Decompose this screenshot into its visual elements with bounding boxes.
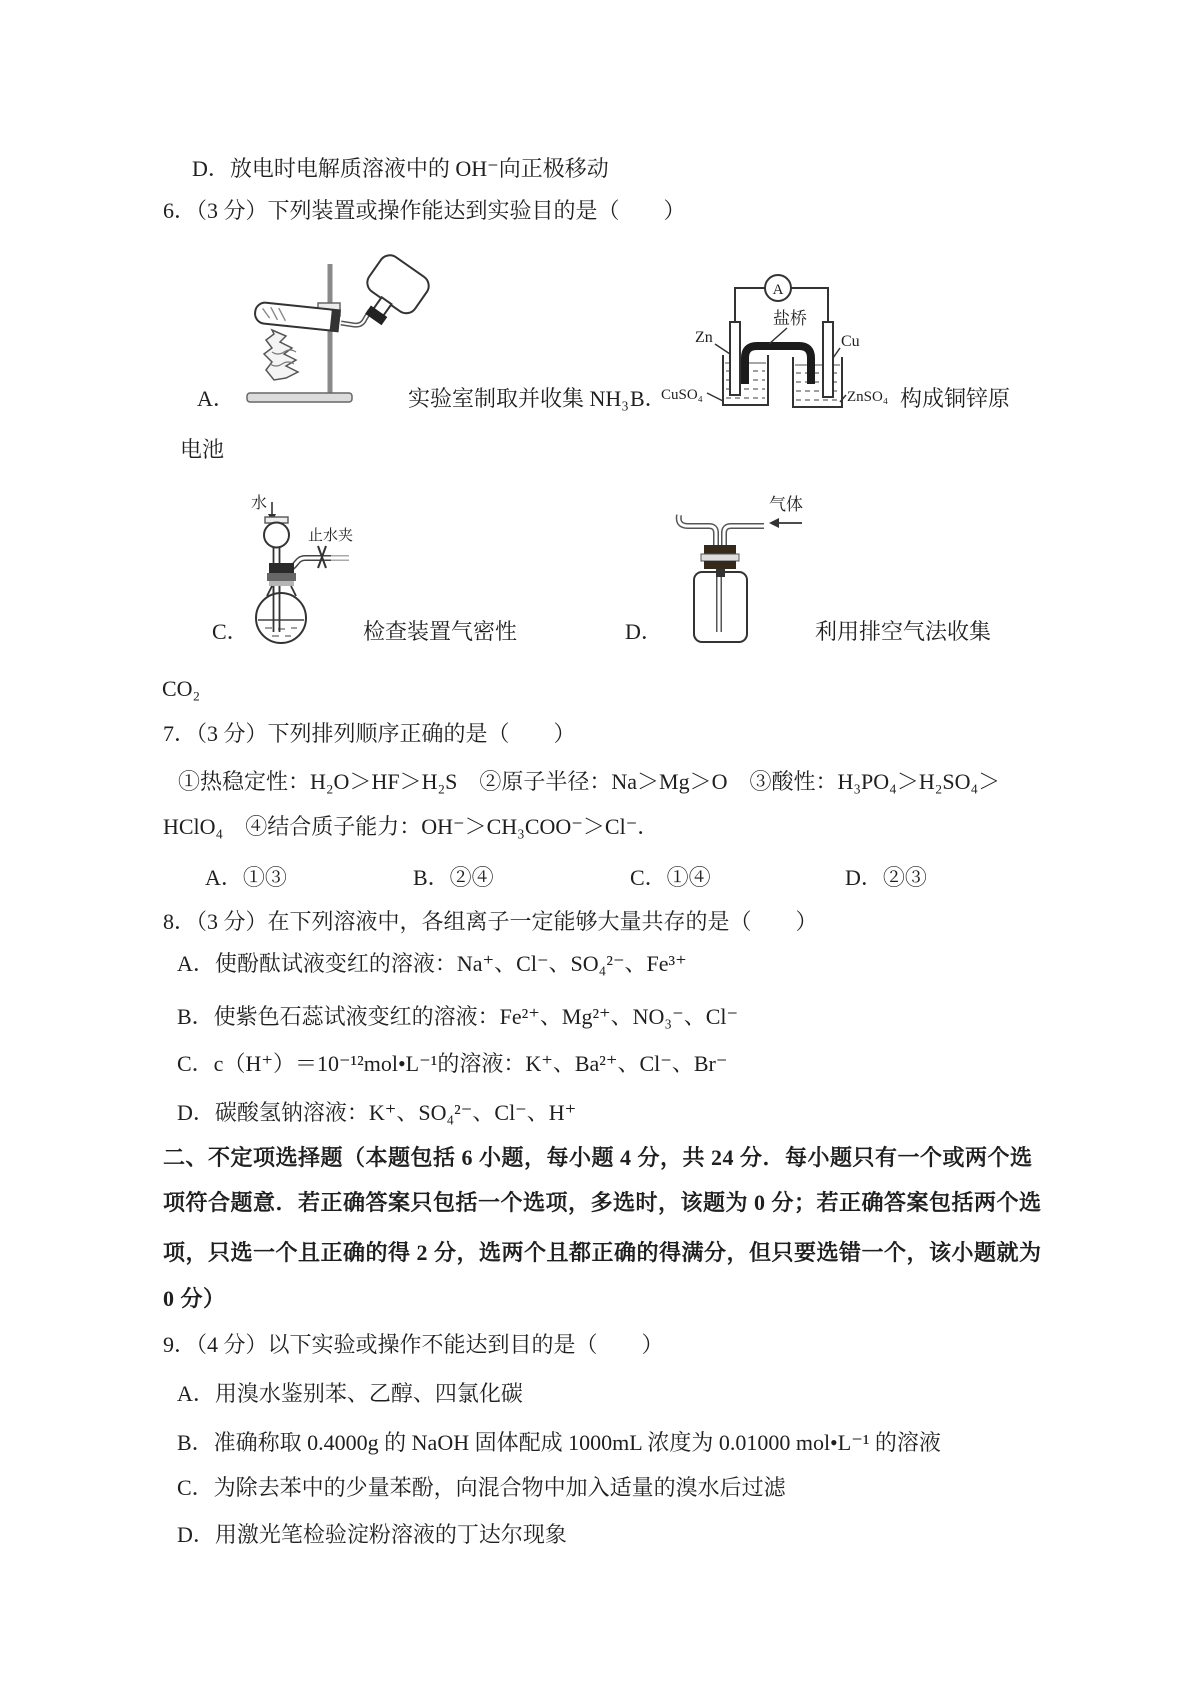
q9-stem: 9．（4 分）以下实验或操作不能达到目的是（ ）: [163, 1332, 664, 1357]
section2-line3: 项，只选一个且正确的得 2 分，选两个且都正确的得满分，但只要选错一个，该小题就为: [163, 1240, 1042, 1265]
pinch-clamp-label: 止水夹: [308, 528, 354, 544]
q7-option-c: C．①④: [630, 865, 711, 890]
q7-option-b: B．②④: [413, 865, 494, 890]
q6-stem: 6．（3 分）下列装置或操作能达到实验目的是（ ）: [163, 198, 686, 223]
q6-label-d: D．: [625, 619, 663, 644]
q9-option-d: D．用激光笔检验淀粉溶液的丁达尔现象: [177, 1522, 567, 1547]
diagram-galvanic-cell: [655, 262, 900, 412]
gas-label: 气体: [769, 495, 803, 514]
q5-option-d: D．放电时电解质溶液中的 OH⁻向正极移动: [192, 156, 609, 181]
q8-option-c: C．c（H⁺）＝10⁻¹²mol•L⁻¹的溶液：K⁺、Ba²⁺、Cl⁻、Br⁻: [177, 1051, 728, 1076]
q8-option-b: B．使紫色石蕊试液变红的溶液：Fe²⁺、Mg²⁺、NO₃⁻、Cl⁻: [177, 1004, 739, 1029]
q6-label-b: B．: [630, 386, 667, 411]
cu-electrode: [823, 322, 833, 397]
stand-base: [247, 393, 352, 402]
q6-caption-d-cont: CO₂: [162, 676, 201, 701]
cuso4-label: CuSO₄: [661, 387, 703, 403]
q7-stem: 7．（3 分）下列排列顺序正确的是（ ）: [163, 721, 576, 746]
q6-caption-b-cont: 电池: [180, 437, 225, 462]
q9-option-c: C．为除去苯中的少量苯酚，向混合物中加入适量的溴水后过滤: [177, 1475, 786, 1500]
q8-stem: 8．（3 分）在下列溶液中，各组离子一定能够大量共存的是（ ）: [163, 909, 818, 934]
flask-stopper: [269, 563, 294, 573]
zn-electrode: [730, 322, 740, 395]
diagram-airtightness-check: [245, 490, 375, 648]
q9-option-b: B．准确称取 0.4000g 的 NaOH 固体配成 1000mL 浓度为 0.01000 mol•L⁻¹ 的溶液: [177, 1430, 941, 1455]
water-label: 水: [251, 495, 268, 512]
heat-source: [264, 330, 298, 380]
salt-bridge-label: 盐桥: [773, 309, 807, 328]
q9-option-a: A．用溴水鉴别苯、乙醇、四氯化碳: [177, 1381, 523, 1406]
q7-option-a: A．①③: [205, 865, 287, 890]
ammeter-label: A: [772, 282, 784, 298]
q6-label-c: C．: [212, 619, 249, 644]
q8-option-a: A．使酚酞试液变红的溶液：Na⁺、Cl⁻、SO₄²⁻、Fe³⁺: [177, 951, 687, 976]
flask-bulb: [256, 593, 306, 643]
section2-line2: 项符合题意．若正确答案只包括一个选项，多选时，该题为 0 分；若正确答案包括两个选: [163, 1190, 1042, 1215]
left-tube: [679, 515, 716, 550]
q6-caption-c: 检查装置气密性: [363, 619, 518, 644]
stopper-notch: [716, 569, 725, 577]
znso4-label: ZnSO₄: [847, 389, 889, 405]
funnel-bulb: [264, 523, 289, 548]
gas-arrow-icon: [769, 518, 779, 528]
q6-caption-a: 实验室制取并收集 NH₃: [408, 386, 629, 411]
q7-items-line1: ①热稳定性：H₂O＞HF＞H₂S ②原子半径：Na＞Mg＞O ③酸性：H₃PO₄＞H₂SO₄＞: [178, 769, 1001, 794]
q6-label-a: A．: [197, 386, 235, 411]
q8-option-d: D．碳酸氢钠溶液：K⁺、SO₄²⁻、Cl⁻、H⁺: [177, 1100, 577, 1125]
q6-caption-d: 利用排空气法收集: [815, 619, 992, 644]
q6-caption-b: 构成铜锌原: [900, 386, 1011, 411]
section2-line4: 0 分）: [163, 1286, 226, 1311]
q7-items-line2: HClO₄ ④结合质子能力：OH⁻＞CH₃COO⁻＞Cl⁻．: [163, 814, 660, 839]
zn-label: Zn: [695, 329, 713, 346]
section2-line1: 二、不定项选择题（本题包括 6 小题，每小题 4 分，共 24 分．每小题只有一个或两个选: [163, 1145, 1033, 1170]
bottle-stopper: [704, 545, 736, 554]
cu-label: Cu: [841, 333, 860, 350]
q7-option-d: D．②③: [845, 865, 927, 890]
